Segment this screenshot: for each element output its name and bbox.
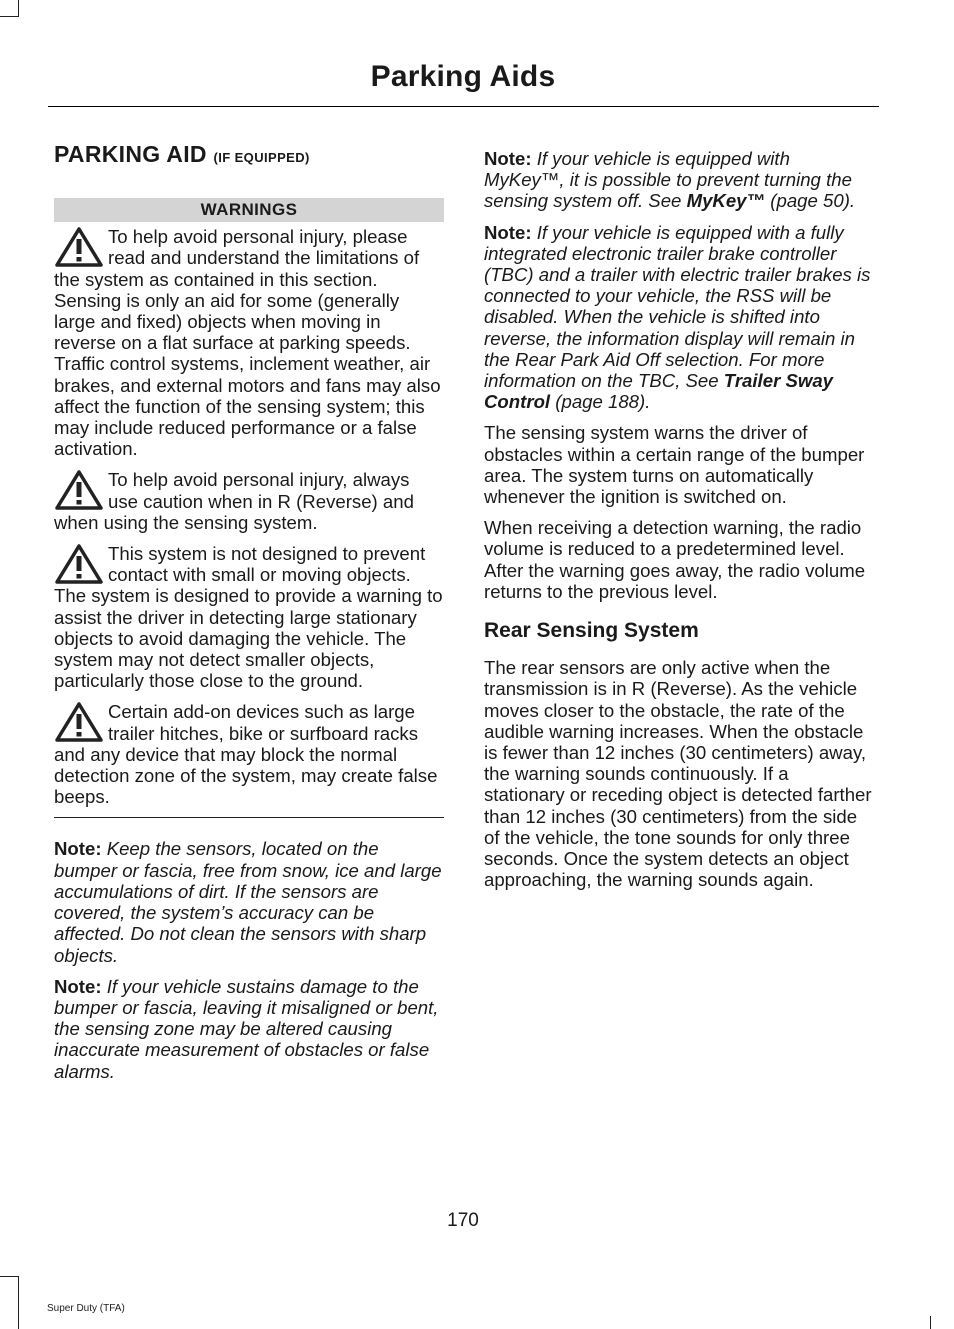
note-text: If your vehicle is equipped with MyKey™, it is possible to prevent turning the sensing system off. See	[484, 148, 852, 212]
cross-reference: Trailer Sway Control	[484, 370, 834, 413]
crop-mark	[0, 1276, 18, 1277]
note-text: If your vehicle is equipped with a fully integrated electronic trailer brake controller (TBC) and a trailer with electric trailer brakes is connected to your vehicle, the RSS will be disabled. When the vehicle is shifted into reverse, the information display will remain in the Rear Park Aid Off selection. For more information on the TBC, See	[484, 221, 871, 392]
subsection-title: Rear Sensing System	[484, 619, 699, 643]
warnings-heading: WARNINGS	[54, 198, 444, 222]
footer-model: Super Duty (TFA)	[47, 1303, 125, 1314]
note-text: If your vehicle sustains damage to the bumper or fascia, leaving it misaligned or bent, the sensing zone may be altered causing inaccurate measurement of obstacles or false alarms.	[54, 975, 439, 1082]
warning-triangle-icon	[54, 226, 104, 268]
warning-triangle-icon	[54, 543, 104, 585]
crop-mark	[18, 1276, 19, 1329]
warning-text: Certain add-on devices such as large trailer hitches, bike or surfboard racks and any device that may block the normal detection zone of the system, may create false beeps.	[54, 701, 438, 808]
warning-item	[54, 226, 444, 459]
warning-triangle-icon	[54, 701, 104, 743]
section-qualifier: (IF EQUIPPED)	[213, 150, 310, 165]
warning-text: To help avoid personal injury, always use caution when in R (Reverse) and when using the sensing system.	[54, 469, 414, 533]
body-paragraph: The rear sensors are only active when the transmission is in R (Reverse). As the vehicle moves closer to the obstacle, the rate of the audible warning increases. When the obstacle is fewer than 12 inches (30 centimeters) away, the warning sounds continuously. If a stationary or receding object is detected farther than 12 inches (30 centimeters) from the side of the vehicle, the tone sounds for only three seconds. Once the system detects an object approaching, the warning sounds again.	[484, 657, 872, 891]
warning-item	[54, 469, 444, 533]
note	[484, 222, 874, 413]
crop-mark	[930, 1316, 931, 1329]
page-number: 170	[447, 1210, 479, 1231]
warning-text: To help avoid personal injury, please read and understand the limitations of the system as contained in this section. Sensing is only an aid for some (generally large and fixed) objects when moving in reverse on a flat surface at parking speeds. Traffic control systems, inclement weather, air brakes, and external motors and fans may also affect the function of the sensing system; this may include reduced performance or a false activation.	[54, 226, 441, 460]
page-title: Parking Aids	[370, 60, 556, 93]
warnings-divider	[54, 817, 444, 818]
warning-text: This system is not designed to prevent contact with small or moving objects. The system is designed to provide a warning to assist the driver in detecting large stationary objects to avoid damaging the vehicle. The system may not detect smaller objects, particularly those close to the ground.	[54, 543, 443, 692]
body-paragraph: When receiving a detection warning, the radio volume is reduced to a predetermined level. After the warning goes away, the radio volume returns to the previous level.	[484, 517, 866, 602]
warning-item	[54, 543, 444, 691]
left-column	[54, 141, 444, 1092]
note-label: Note:	[484, 221, 532, 243]
page-reference: (page 188).	[555, 391, 651, 413]
title-rule	[48, 106, 879, 107]
note	[54, 838, 444, 965]
note-label: Note:	[54, 975, 102, 997]
cross-reference: MyKey™	[686, 190, 766, 212]
note-text: Keep the sensors, located on the bumper or fascia, free from snow, ice and large accumulations of dirt. If the sensors are covered, the system’s accuracy can be affected. Do not clean the sensors with sharp objects.	[54, 838, 442, 966]
crop-mark	[0, 16, 18, 17]
body-paragraph: The sensing system warns the driver of obstacles within a certain range of the bumper area. The system turns on automatically whenever the ignition is switched on.	[484, 422, 865, 508]
right-column	[484, 148, 874, 901]
crop-mark	[18, 0, 19, 17]
section-title-text: PARKING AID	[54, 141, 207, 167]
note	[484, 148, 874, 212]
note	[54, 976, 444, 1082]
warning-triangle-icon	[54, 469, 104, 511]
note-label: Note:	[54, 838, 102, 860]
note-label: Note:	[484, 148, 532, 169]
section-title	[54, 141, 444, 168]
warning-item	[54, 701, 444, 807]
page-reference: (page 50).	[770, 190, 856, 212]
